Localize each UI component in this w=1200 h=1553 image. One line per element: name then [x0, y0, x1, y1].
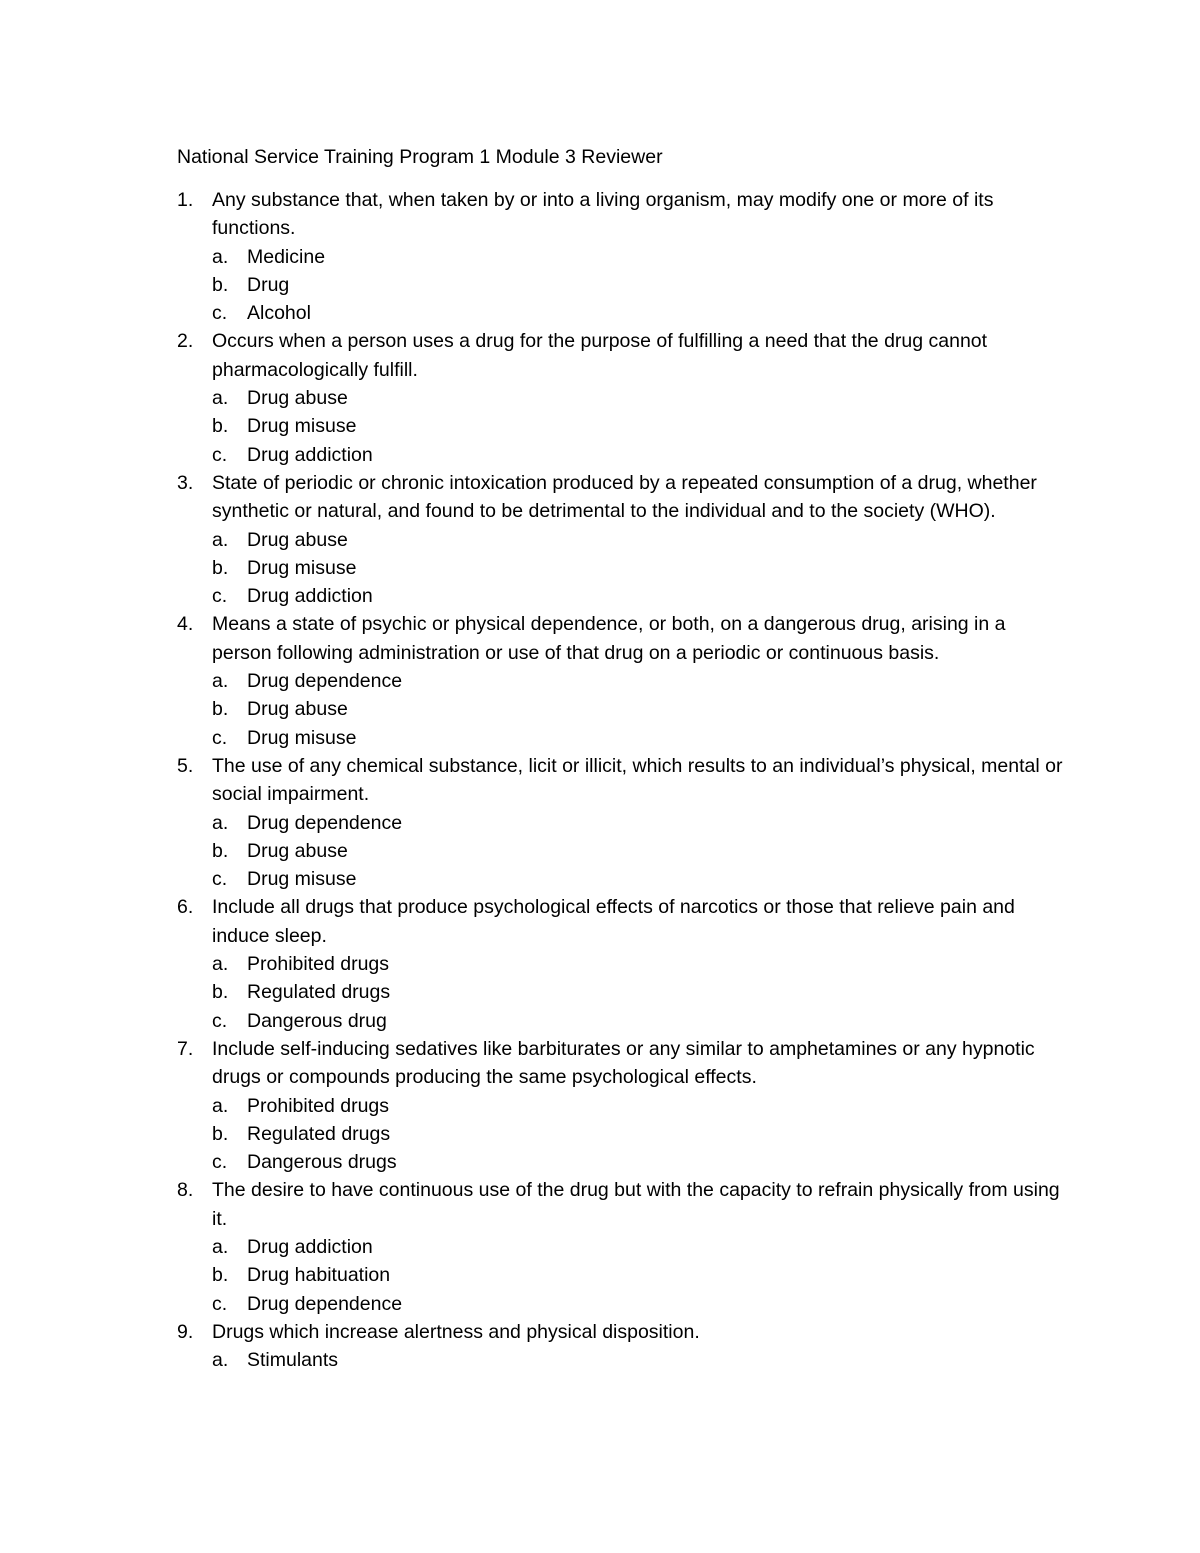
question-text: The desire to have continuous use of the drug but with the capacity to refrain physically from using it.	[212, 1179, 1060, 1230]
option-list	[212, 809, 1067, 894]
option-text: Drug misuse	[247, 556, 357, 579]
option-c	[212, 865, 1067, 893]
option-c	[212, 441, 1067, 469]
option-letter: b.	[212, 1264, 229, 1287]
option-letter: c.	[212, 443, 228, 466]
option-text: Stimulants	[247, 1349, 339, 1372]
question-5	[177, 752, 1067, 893]
option-c	[212, 724, 1067, 752]
option-letter: a.	[212, 528, 229, 551]
option-list	[212, 243, 1067, 328]
question-list	[177, 186, 1067, 1374]
option-letter: b.	[212, 556, 229, 579]
option-b	[212, 695, 1067, 723]
option-text: Dangerous drugs	[247, 1151, 397, 1174]
option-text: Drug addiction	[247, 585, 373, 608]
question-number: 4.	[177, 613, 194, 636]
option-list	[212, 1092, 1067, 1177]
question-number: 5.	[177, 754, 194, 777]
option-letter: a.	[212, 1094, 229, 1117]
option-a	[212, 1346, 1067, 1374]
option-text: Prohibited drugs	[247, 953, 390, 976]
question-text: Occurs when a person uses a drug for the purpose of fulfilling a need that the drug cannot pharmacologically fulfill.	[212, 330, 988, 381]
option-c	[212, 299, 1067, 327]
option-c	[212, 1148, 1067, 1176]
option-text: Drug addiction	[247, 1235, 373, 1258]
document-title: National Service Training Program 1 Module 3 Reviewer	[177, 146, 663, 168]
option-a	[212, 384, 1067, 412]
option-letter: c.	[212, 726, 228, 749]
question-text: Include self-inducing sedatives like barbiturates or any similar to amphetamines or any hypnotic drugs or compounds producing the same psychological effects.	[212, 1037, 1035, 1089]
option-b	[212, 271, 1067, 299]
option-list	[212, 384, 1067, 469]
option-letter: a.	[212, 811, 229, 834]
question-number: 7.	[177, 1037, 194, 1060]
option-letter: b.	[212, 698, 229, 721]
question-text: The use of any chemical substance, licit or illicit, which results to an individual’s physical, mental or social impairment.	[212, 754, 1063, 806]
option-text: Drug misuse	[247, 415, 357, 438]
option-letter: c.	[212, 1292, 228, 1315]
question-3	[177, 469, 1067, 610]
option-text: Drug abuse	[247, 698, 348, 721]
option-list	[212, 1233, 1067, 1318]
question-number: 2.	[177, 330, 194, 353]
question-text: State of periodic or chronic intoxication produced by a repeated consumption of a drug, whether synthetic or natural, and found to be detrimental to the individual and to the society (WHO).	[212, 471, 1037, 523]
option-text: Drug abuse	[247, 387, 348, 410]
question-text: Any substance that, when taken by or into a living organism, may modify one or more of its functions.	[212, 189, 994, 240]
question-number: 9.	[177, 1320, 194, 1343]
option-text: Regulated drugs	[247, 981, 391, 1004]
option-a	[212, 526, 1067, 554]
option-a	[212, 809, 1067, 837]
option-text: Drug	[247, 273, 290, 296]
option-text: Drug addiction	[247, 443, 373, 466]
option-letter: a.	[212, 1349, 229, 1372]
option-letter: b.	[212, 981, 229, 1004]
option-a	[212, 1233, 1067, 1261]
option-a	[212, 243, 1067, 271]
option-letter: b.	[212, 839, 229, 862]
option-b	[212, 554, 1067, 582]
option-b	[212, 837, 1067, 865]
option-letter: c.	[212, 868, 228, 891]
question-number: 8.	[177, 1179, 194, 1202]
option-letter: a.	[212, 1235, 229, 1258]
option-text: Drug dependence	[247, 670, 403, 693]
question-number: 6.	[177, 896, 194, 919]
question-1	[177, 186, 1067, 327]
option-b	[212, 412, 1067, 440]
option-c	[212, 582, 1067, 610]
option-text: Drug dependence	[247, 1292, 403, 1315]
option-list	[212, 1346, 1067, 1374]
option-list	[212, 950, 1067, 1035]
question-text: Drugs which increase alertness and physical disposition.	[212, 1320, 700, 1343]
option-c	[212, 1007, 1067, 1035]
question-7	[177, 1035, 1067, 1176]
option-b	[212, 1120, 1067, 1148]
question-2	[177, 327, 1067, 468]
option-text: Drug abuse	[247, 528, 348, 551]
option-letter: a.	[212, 953, 229, 976]
option-c	[212, 1290, 1067, 1318]
option-a	[212, 950, 1067, 978]
option-text: Dangerous drug	[247, 1009, 387, 1032]
option-text: Medicine	[247, 245, 326, 268]
option-letter: b.	[212, 1122, 229, 1145]
option-b	[212, 978, 1067, 1006]
option-text: Drug misuse	[247, 868, 357, 891]
option-letter: a.	[212, 670, 229, 693]
option-list	[212, 667, 1067, 752]
option-a	[212, 667, 1067, 695]
option-text: Prohibited drugs	[247, 1094, 390, 1117]
option-letter: c.	[212, 1009, 228, 1032]
question-number: 1.	[177, 189, 194, 211]
question-8	[177, 1176, 1067, 1317]
option-letter: b.	[212, 273, 229, 296]
option-letter: c.	[212, 1151, 228, 1174]
question-6	[177, 893, 1067, 1034]
option-letter: a.	[212, 245, 229, 268]
option-a	[212, 1092, 1067, 1120]
option-b	[212, 1261, 1067, 1289]
question-4	[177, 610, 1067, 751]
option-text: Drug misuse	[247, 726, 357, 749]
option-text: Drug abuse	[247, 839, 348, 862]
option-letter: c.	[212, 302, 228, 325]
option-text: Drug habituation	[247, 1264, 391, 1287]
option-letter: b.	[212, 415, 229, 438]
question-text: Include all drugs that produce psychological effects of narcotics or those that relieve pain and induce sleep.	[212, 896, 1015, 947]
option-text: Alcohol	[247, 302, 311, 325]
question-text: Means a state of psychic or physical dependence, or both, on a dangerous drug, arising in a person following administration or use of that drug on a periodic or continuous basis.	[212, 613, 1006, 664]
option-letter: c.	[212, 585, 228, 608]
option-text: Regulated drugs	[247, 1122, 391, 1145]
question-number: 3.	[177, 471, 194, 494]
question-9	[177, 1318, 1067, 1375]
option-text: Drug dependence	[247, 811, 403, 834]
option-letter: a.	[212, 387, 229, 410]
option-list	[212, 526, 1067, 611]
